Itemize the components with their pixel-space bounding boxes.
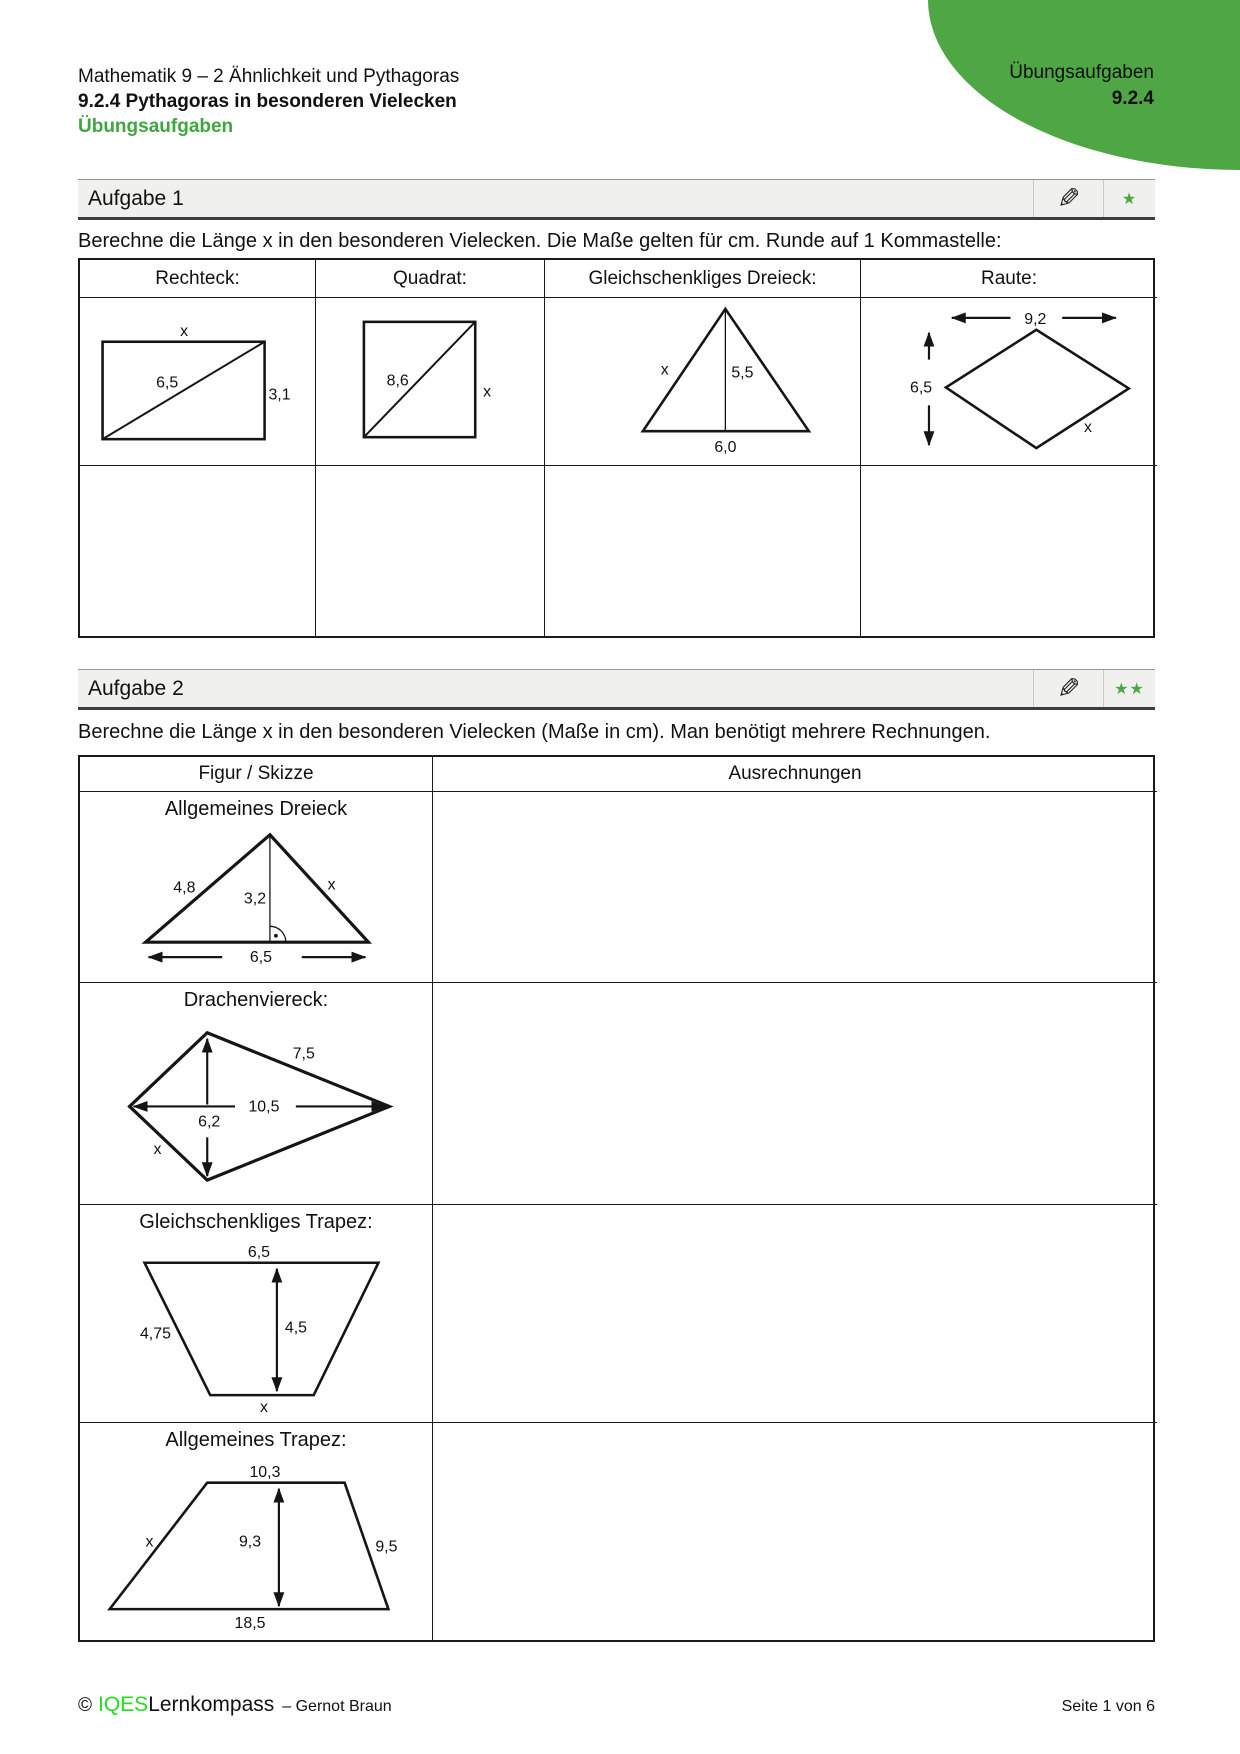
calc-cell-allgemeines-dreieck: [432, 791, 1157, 982]
rechteck-figure: [80, 297, 315, 465]
column-header-ausrechnungen: Ausrechnungen: [432, 757, 1157, 791]
figure-title: Gleichschenkliges Trapez:: [139, 1211, 373, 1233]
page-footer: [78, 1693, 1155, 1717]
dimension-label: 3,1: [268, 386, 291, 404]
answer-cell-raute: [860, 465, 1157, 636]
task1-instruction: Berechne die Länge x in den besonderen Vielecken. Die Maße gelten für cm. Runde auf 1 Kommastelle:: [78, 230, 1002, 252]
task1-header-bar: [78, 179, 1155, 220]
dimension-label: 9,3: [238, 1533, 262, 1551]
author-name: – Gernot Braun: [282, 1698, 392, 1715]
document-header: [78, 64, 459, 139]
dimension-label: x: [483, 383, 492, 401]
dimension-label: 6,0: [714, 439, 737, 457]
dimension-label: 9,2: [1024, 310, 1047, 328]
dimension-label: x: [180, 322, 189, 340]
dimension-label: 9,5: [375, 1538, 398, 1556]
dimension-label: x: [153, 1141, 162, 1159]
pencil-icon: ✎: [1056, 183, 1081, 214]
page-number: Seite 1 von 6: [1061, 1698, 1155, 1715]
calc-cell-allgemeines-trapez: [432, 1422, 1157, 1640]
task2-instruction: Berechne die Länge x in den besonderen Vielecken (Maße in cm). Man benötigt mehrere Rechnungen.: [78, 721, 991, 743]
gleichschenkliges-dreieck-figure: [544, 297, 860, 465]
calc-cell-drachenviereck: [432, 982, 1157, 1204]
dimension-label: 6,5: [249, 949, 273, 967]
copyright-icon: ©: [78, 1695, 92, 1716]
dimension-label: 8,6: [386, 372, 409, 390]
dimension-label: 7,5: [292, 1045, 315, 1063]
task1-table: [78, 258, 1155, 638]
column-header-gleichschenkliges-dreieck: Gleichschenkliges Dreieck:: [544, 260, 860, 297]
dimension-label: x: [145, 1533, 154, 1551]
calc-cell-gleichschenkliges-trapez: [432, 1204, 1157, 1422]
quadrat-figure: [315, 297, 544, 465]
task2-difficulty-stars: ★★: [1103, 670, 1155, 707]
course-title: Mathematik 9 – 2 Ähnlichkeit und Pythagoras: [78, 66, 460, 87]
gleichschenkliges-trapez-figure: [80, 1204, 432, 1422]
answer-cell-dreieck: [544, 465, 860, 636]
dimension-label: x: [259, 1399, 268, 1417]
task2-table: [78, 755, 1155, 1642]
answer-cell-quadrat: [315, 465, 544, 636]
pencil-icon: ✎: [1056, 673, 1081, 704]
dimension-label: 6,5: [909, 379, 933, 397]
dimension-label: 6,2: [198, 1113, 221, 1131]
figure-title: Drachenviereck:: [183, 989, 329, 1011]
dimension-label: 4,75: [139, 1325, 171, 1343]
brand-lernkompass: Lernkompass: [148, 1693, 275, 1716]
dimension-label: 18,5: [234, 1615, 266, 1633]
dimension-label: 4,8: [173, 879, 196, 897]
figure-title: Allgemeines Dreieck: [164, 798, 348, 820]
dimension-label: x: [327, 876, 336, 894]
drachenviereck-figure: [80, 982, 432, 1204]
figure-title: Allgemeines Trapez:: [165, 1429, 347, 1451]
dimension-label: 4,5: [284, 1319, 307, 1337]
dimension-label: 5,5: [731, 364, 754, 382]
dimension-label: 10,5: [248, 1098, 280, 1116]
dimension-label: 6,5: [247, 1243, 271, 1261]
column-header-quadrat: Quadrat:: [315, 260, 544, 297]
chapter-title: 9.2.4 Pythagoras in besonderen Vielecken: [78, 91, 457, 112]
corner-label: Übungsaufgaben: [1009, 62, 1154, 83]
corner-code: 9.2.4: [1111, 88, 1154, 109]
dimension-label: 10,3: [249, 1463, 281, 1481]
allgemeines-trapez-figure: [80, 1422, 432, 1640]
column-header-raute: Raute:: [860, 260, 1157, 297]
answer-cell-rechteck: [80, 465, 315, 636]
task2-title: Aufgabe 2: [88, 676, 184, 700]
dimension-label: 3,2: [243, 890, 267, 908]
raute-figure: [860, 297, 1157, 465]
column-header-rechteck: Rechteck:: [155, 267, 240, 289]
corner-badge: [928, 0, 1240, 170]
dimension-label: x: [660, 361, 669, 379]
allgemeines-dreieck-figure: [80, 791, 432, 982]
task2-pencil-cell: [1033, 670, 1103, 707]
dimension-label: x: [1084, 419, 1093, 437]
task2-header-bar: [78, 669, 1155, 710]
sheet-type: Übungsaufgaben: [78, 116, 234, 137]
task1-pencil-cell: [1033, 180, 1103, 217]
column-header-figur-skizze: Figur / Skizze: [198, 763, 314, 784]
brand-iqes: IQES: [98, 1693, 149, 1716]
task1-title: Aufgabe 1: [88, 186, 184, 210]
dimension-label: 6,5: [156, 374, 179, 392]
task1-difficulty-stars: ★: [1103, 180, 1155, 217]
